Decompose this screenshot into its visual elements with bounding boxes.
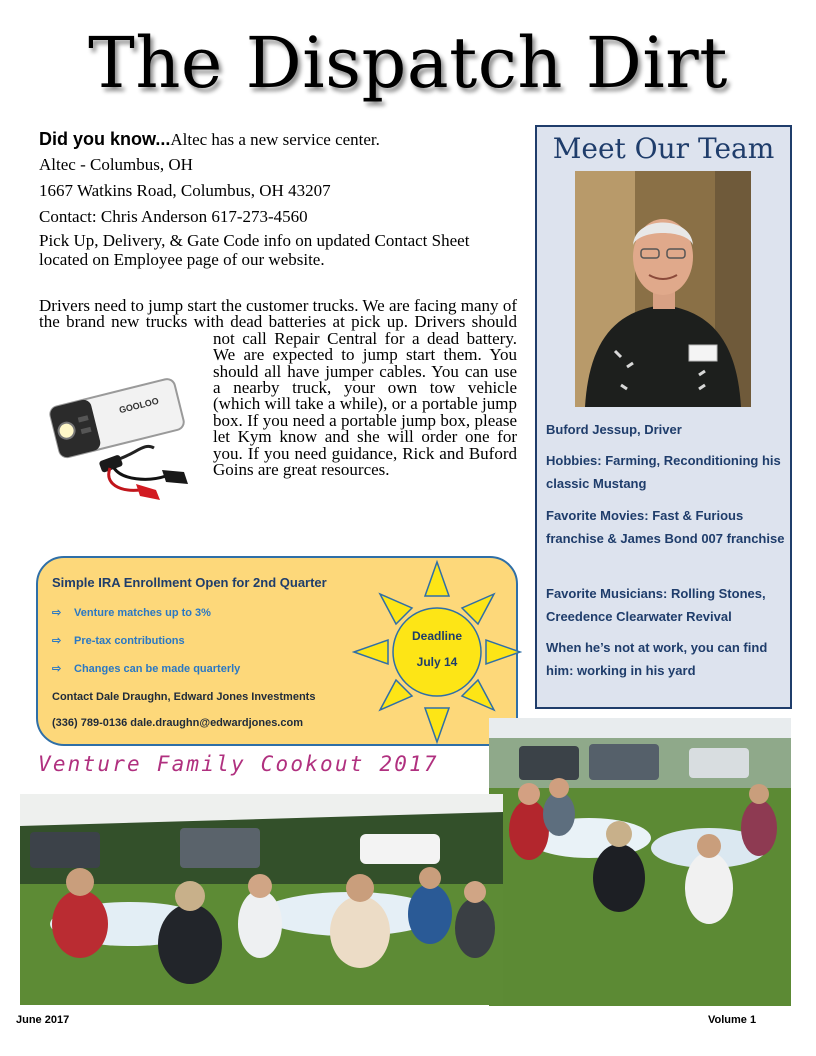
ira-item: ⇨ Pre-tax contributions: [52, 635, 185, 647]
ira-item: ⇨ Changes can be made quarterly: [52, 663, 241, 675]
meet-our-team-panel: [535, 125, 792, 709]
team-member-photo: [575, 171, 751, 407]
team-member-name: Buford Jessup, Driver: [546, 422, 682, 437]
cookout-photo-right: [489, 718, 791, 1006]
arrow-right-icon: ⇨: [52, 635, 62, 647]
jump-box-brand: GOOLOO: [118, 395, 160, 416]
intro-line: Pick Up, Delivery, & Gate Code info on updated Contact Sheet located on Employee page of our website.: [39, 231, 470, 269]
deadline-date: July 14: [416, 655, 458, 669]
ira-title: Simple IRA Enrollment Open for 2nd Quarter: [52, 575, 327, 590]
jump-box-image: [44, 372, 192, 512]
intro-lead: Did you know...: [39, 129, 171, 149]
deadline-label: Deadline: [411, 629, 463, 643]
ira-contact: Contact Dale Draughn, Edward Jones Investments: [52, 691, 316, 703]
masthead-title: The Dispatch Dirt: [88, 22, 728, 104]
team-member-musicians: Favorite Musicians: Rolling Stones, Creedence Clearwater Revival: [546, 586, 766, 624]
team-member-movies: Favorite Movies: Fast & Furious franchise & James Bond 007 franchise: [546, 508, 785, 546]
arrow-right-icon: ⇨: [52, 663, 62, 675]
arrow-right-icon: ⇨: [52, 607, 62, 619]
jump-start-text: Drivers need to jump start the customer trucks. We are facing many of the brand new trucks with dead batteries at pick up. Drivers should not call Repair Central for a dead battery. We are expected to jump start them. You should all have jumper cables. You can use a nearby truck, your own tow vehicle (which will take a while), or a portable jump box. If you need a portable jump box, please let Kym know and she will order one for you. If you need guidance, Rick and Buford Goins are great resources.: [39, 296, 517, 480]
cookout-title: Venture Family Cookout 2017: [38, 752, 439, 776]
footer-volume: Volume 1: [708, 1014, 757, 1026]
intro-line: Contact: Chris Anderson 617-273-4560: [39, 207, 308, 226]
intro-line: Altec - Columbus, OH: [39, 155, 193, 174]
team-member-hobbies: Hobbies: Farming, Reconditioning his classic Mustang: [546, 453, 781, 491]
cookout-photo-left: [20, 794, 503, 1005]
team-title: Meet Our Team: [552, 132, 775, 165]
intro-lead-rest: Altec has a new service center.: [170, 130, 380, 149]
intro-line: 1667 Watkins Road, Columbus, OH 43207: [39, 181, 331, 200]
ira-item: ⇨ Venture matches up to 3%: [52, 607, 211, 619]
intro-lead-line: [39, 128, 529, 151]
ira-contact-info: (336) 789-0136 dale.draughn@edwardjones.com: [52, 717, 303, 729]
team-member-free-time: When he’s not at work, you can find him: working in his yard: [546, 640, 768, 678]
footer-date: June 2017: [16, 1014, 70, 1026]
ira-enrollment-box: [36, 556, 518, 746]
